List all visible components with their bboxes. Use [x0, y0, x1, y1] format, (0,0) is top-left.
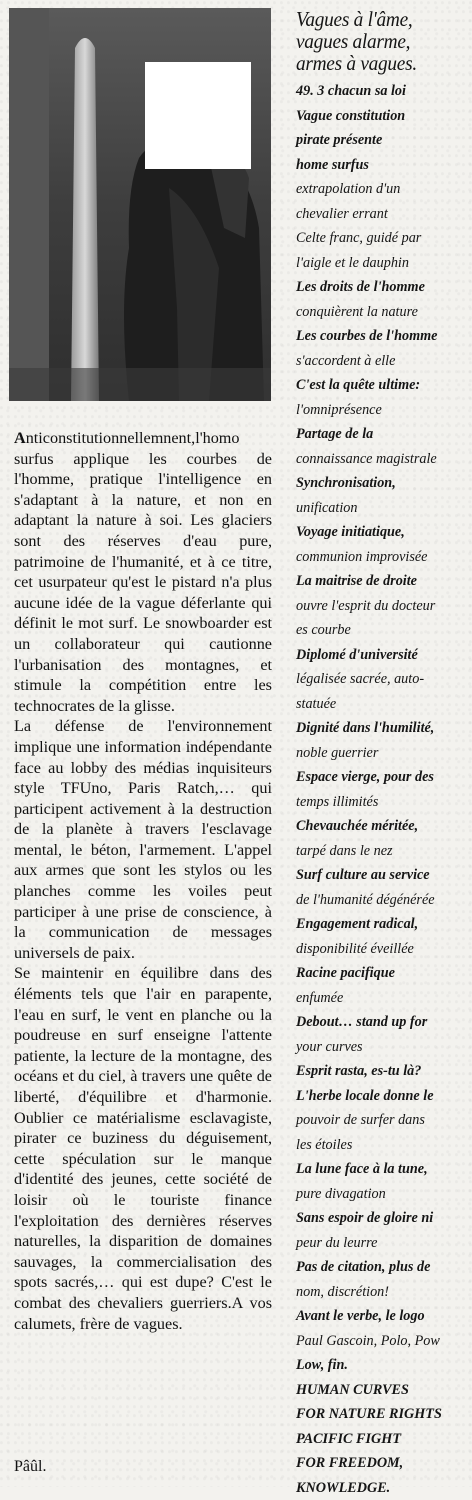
redaction-box: [145, 62, 251, 169]
poem-line: Les courbes de l'homme: [296, 324, 468, 349]
poem-line: Partage de la: [296, 422, 468, 447]
surfer-photo: [9, 8, 271, 401]
poem-line: home surfus: [296, 153, 468, 178]
poem-line: connaissance magistrale: [296, 447, 468, 472]
poem-line: conquièrent la nature: [296, 300, 468, 325]
poem-line: chevalier errant: [296, 202, 468, 227]
poem-line: Vague constitution: [296, 104, 468, 129]
poem-line: La maitrise de droite: [296, 569, 468, 594]
poem-line: Celte franc, guidé par: [296, 226, 468, 251]
poem-line: nom, discrétion!: [296, 1280, 468, 1305]
poem-line: KNOWLEDGE.: [296, 1476, 468, 1500]
poem-line: Esprit rasta, es-tu là?: [296, 1059, 468, 1084]
article-paragraph-1-text: nticonstitutionnellemnent,l'homo surfus applique les courbes de l'homme, pratique l'intelligence en s'adaptant à la nature, et non en adaptant la nature à soi. Les glaciers sont des réserves d'eau pure, patrimoine de l'humanité, et à ce titre, cet usurpateur qu'est le pistard n'a plus aucune idée de la vague déferlante qui définit le mot surf. Le snowboarder est un collaborateur qui cautionne l'urbanisation des montagnes, et stimule la compétition entre les technocrates de la glisse.: [14, 429, 272, 715]
poem-line: Paul Gascoin, Polo, Pow: [296, 1329, 468, 1354]
poem-line: noble guerrier: [296, 741, 468, 766]
article-dropcap: A: [14, 429, 26, 447]
poem-line: enfumée: [296, 986, 468, 1011]
poem-line: extrapolation d'un: [296, 177, 468, 202]
poem-title: [296, 8, 471, 74]
poem-line: your curves: [296, 1035, 468, 1060]
article-signature: Pâûl.: [14, 1458, 46, 1476]
poem-line: l'omniprésence: [296, 398, 468, 423]
poem-line: ouvre l'esprit du docteur: [296, 594, 468, 619]
poem-line: pirate présente: [296, 128, 468, 153]
poem-line: Synchronisation,: [296, 471, 468, 496]
poem-line: L'herbe locale donne le: [296, 1084, 468, 1109]
poem-line: peur du leurre: [296, 1231, 468, 1256]
poem-line: pure divagation: [296, 1182, 468, 1207]
poem-line: es courbe: [296, 618, 468, 643]
poem-line: Avant le verbe, le logo: [296, 1304, 468, 1329]
poem-column: [296, 8, 468, 1500]
poem-line: PACIFIC FIGHT: [296, 1427, 468, 1452]
poem-line: La lune face à la tune,: [296, 1157, 468, 1182]
poem-line: FOR NATURE RIGHTS: [296, 1402, 468, 1427]
poem-line: Espace vierge, pour des: [296, 765, 468, 790]
poem-line: statuée: [296, 692, 468, 717]
poem-line: disponibilité éveillée: [296, 937, 468, 962]
poem-line: Surf culture au service: [296, 863, 468, 888]
article-paragraph-2: La défense de l'environnement implique une information indépendante face au lobby des médias inquisiteurs style TFUno, Paris Ratch,… qui participent activement à la destruction de la planète à travers l'esclavage mental, le béton, l'armement. L'appel aux armes que sont les stylos ou les planches comme les voiles peut participer à une prise de conscience, à la communication de messages universels de paix.: [14, 716, 272, 963]
poem-line: Sans espoir de gloire ni: [296, 1206, 468, 1231]
poem-line: FOR FREEDOM,: [296, 1451, 468, 1476]
poem-line: Diplomé d'université: [296, 643, 468, 668]
article-body: [14, 428, 272, 1334]
poem-line: de l'humanité dégénérée: [296, 888, 468, 913]
poem-line: Les droits de l'homme: [296, 275, 468, 300]
poem-title-line: armes à vagues.: [296, 52, 471, 74]
poem-line: unification: [296, 496, 468, 521]
article-paragraph-1: [14, 428, 272, 716]
poem-title-line: Vagues à l'âme,: [296, 8, 471, 30]
poem-line: s'accordent à elle: [296, 349, 468, 374]
poem-line: HUMAN CURVES: [296, 1378, 468, 1403]
poem-line: pouvoir de surfer dans: [296, 1108, 468, 1133]
poem-line: Low, fin.: [296, 1353, 468, 1378]
poem-line: temps illimités: [296, 790, 468, 815]
poem-line: Racine pacifique: [296, 961, 468, 986]
article-paragraph-3: Se maintenir en équilibre dans des éléments tels que l'air en parapente, l'eau en surf, le vent en planche ou la poudreuse en surf enseigne l'attente patiente, la lecture de la montagne, des océans et du ciel, à travers une quête de liberté, d'équilibre et d'harmonie. Oublier ce matérialisme esclavagiste, pirater ce buziness du déguisement, cette spéculation sur le manque d'identité des jeunes, cette société de loisir où le touriste finance l'exploitation des dernières réserves naturelles, la disparition de domaines sauvages, la commercialisation des spots sacrés,… qui est dupe? C'est le combat des chevaliers guerriers.A vos calumets, frère de vagues.: [14, 963, 272, 1334]
poem-line: Voyage initiatique,: [296, 520, 468, 545]
poem-line: 49. 3 chacun sa loi: [296, 79, 468, 104]
poem-line: l'aigle et le dauphin: [296, 251, 468, 276]
poem-line: les étoiles: [296, 1133, 468, 1158]
poem-lines: [296, 79, 468, 1500]
poem-line: C'est la quête ultime:: [296, 373, 468, 398]
poem-line: Pas de citation, plus de: [296, 1255, 468, 1280]
poem-line: tarpé dans le nez: [296, 839, 468, 864]
poem-line: Chevauchée méritée,: [296, 814, 468, 839]
poem-line: Engagement radical,: [296, 912, 468, 937]
poem-line: communion improvisée: [296, 545, 468, 570]
poem-line: légalisée sacrée, auto-: [296, 667, 468, 692]
poem-line: Debout… stand up for: [296, 1010, 468, 1035]
poem-title-line: vagues alarme,: [296, 30, 471, 52]
poem-line: Dignité dans l'humilité,: [296, 716, 468, 741]
